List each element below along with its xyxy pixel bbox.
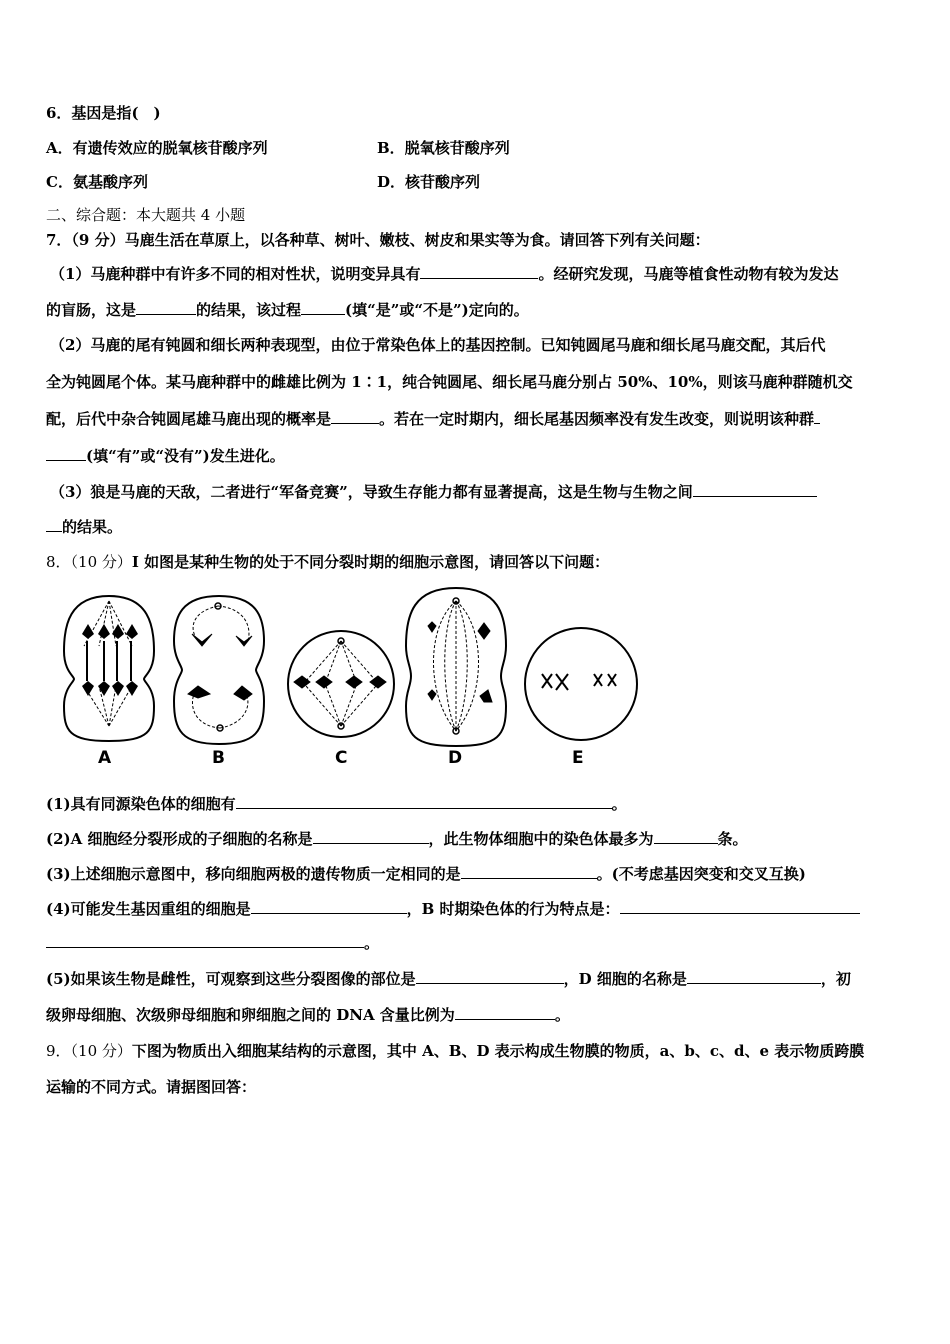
q7-part2-line4: (填“有”或“没有”)发生进化。 bbox=[46, 446, 906, 466]
figure-label-b: B bbox=[212, 748, 225, 768]
cell-division-figure bbox=[54, 586, 644, 772]
q6-stem: 6．基因是指( ) bbox=[46, 104, 161, 122]
q8-sub4-line1: (4)可能发生基因重组的细胞是 ，B 时期染色体的行为特点是： bbox=[46, 899, 906, 919]
q8-sub2: (2)A 细胞经分裂形成的子细胞的名称是 ，此生物体细胞中的染色体最多为 条。 bbox=[46, 830, 748, 848]
q8-sub1: (1)具有同源染色体的细胞有 。 bbox=[46, 795, 627, 813]
q7-part3-line1: （3）狼是马鹿的天敌，二者进行“军备竞赛”，导致生存能力都有显著提高，这是生物与生物之间 bbox=[50, 482, 906, 502]
q6-option-c: C．氨基酸序列 bbox=[46, 173, 148, 191]
q8-stem: 8．（10 分）I 如图是某种生物的处于不同分裂时期的细胞示意图，请回答以下问题： bbox=[46, 553, 610, 571]
q8-sub3: (3)上述细胞示意图中，移向细胞两极的遗传物质一定相同的是 。(不考虑基因突变和交叉互换) bbox=[46, 865, 806, 883]
q7-part2-line2: 全为钝圆尾个体。某马鹿种群中的雌雄比例为 1∶1，纯合钝圆尾、细长尾马鹿分别占 50%、10%，则该马鹿种群随机交 bbox=[46, 373, 853, 391]
figure-label-d: D bbox=[448, 748, 463, 768]
q8-sub4-line2: 。 bbox=[46, 933, 906, 953]
cell-b bbox=[174, 596, 264, 744]
cell-a bbox=[64, 596, 154, 741]
figure-label-e: E bbox=[572, 748, 584, 768]
q7-stem: 7．（9 分）马鹿生活在草原上，以各种草、树叶、嫩枝、树皮和果实等为食。请回答下列有关问题： bbox=[46, 231, 710, 249]
cell-d bbox=[406, 588, 506, 746]
q6-option-a: A．有遗传效应的脱氧核苷酸序列 bbox=[46, 139, 268, 157]
q8-sub5-line1: (5)如果该生物是雌性，可观察到这些分裂图像的部位是 ，D 细胞的名称是 ，初 bbox=[46, 970, 851, 988]
cell-c bbox=[288, 631, 394, 737]
section-heading: 二、综合题：本大题共 4 小题 bbox=[46, 206, 246, 224]
q7-part3-line2: 的结果。 bbox=[46, 517, 906, 537]
q6-option-d: D．核苷酸序列 bbox=[377, 173, 481, 191]
q6-option-b: B．脱氧核苷酸序列 bbox=[377, 139, 510, 157]
q7-part2-line1: （2）马鹿的尾有钝圆和细长两种表现型，由位于常染色体上的基因控制。已知钝圆尾马鹿和细长尾马鹿交配，其后代 bbox=[50, 336, 826, 354]
figure-label-a: A bbox=[98, 748, 112, 768]
figure-label-c: C bbox=[335, 748, 348, 768]
q7-part1-line1: （1）马鹿种群中有许多不同的相对性状，说明变异具有 。经研究发现，马鹿等植食性动物有较为发达 bbox=[50, 265, 839, 283]
cell-e bbox=[525, 628, 637, 740]
q9-stem-line1: 9．（10 分）下图为物质出入细胞某结构的示意图，其中 A、B、D 表示构成生物膜的物质，a、b、c、d、e 表示物质跨膜 bbox=[46, 1042, 865, 1060]
q9-stem-line2: 运输的不同方式。请据图回答： bbox=[46, 1078, 257, 1096]
q7-part1-line2: 的盲肠，这是 的结果，该过程 (填“是”或“不是”)定向的。 bbox=[46, 301, 529, 319]
q7-part2-line3: 配，后代中杂合钝圆尾雄马鹿出现的概率是 。若在一定时期内，细长尾基因频率没有发生改变，则说明该种群 bbox=[46, 409, 906, 429]
q8-sub5-line2: 级卵母细胞、次级卵母细胞和卵细胞之间的 DNA 含量比例为 。 bbox=[46, 1006, 570, 1024]
